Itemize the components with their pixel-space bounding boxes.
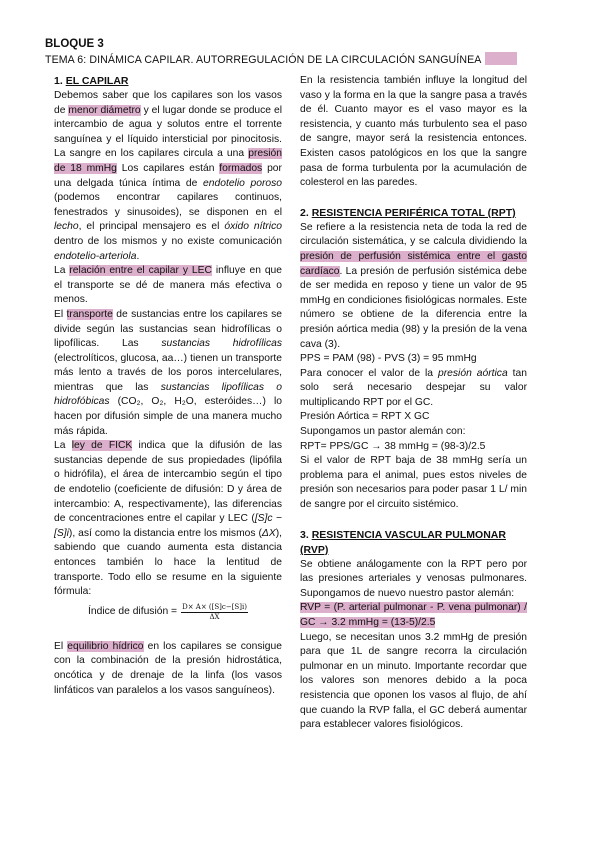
paragraph-fick: [54, 439, 282, 600]
text: por una delgada túnica íntima de: [54, 162, 282, 189]
text: Para conocer el valor de la: [300, 367, 434, 379]
text: El: [54, 640, 64, 652]
italic-text: endotelio-arteriola: [54, 250, 137, 262]
italic-text: presión aórtica: [438, 367, 508, 379]
highlight-rvp: RVP = (P. arterial pulmonar - P. vena pulmonar) / GC → 3.2 mmHg = (13-5)/2.5: [300, 602, 527, 628]
page-header: [45, 36, 560, 68]
formula-denominator: ΔX: [209, 612, 220, 621]
highlight-equilibrio: equilibrio hídrico: [67, 640, 144, 652]
section-3-title: [300, 528, 527, 558]
text: Debemos saber que los capilares son los vasos de: [54, 90, 282, 116]
equation-presion-aortica: Presión Aórtica = RPT X GC: [300, 411, 430, 423]
text: en los capilares se consigue con la combinación de la presión hidrostática, oncótica y de drenaje de la linfa (los vasos linfáticos van paralelos a los vasos sanguíneos).: [54, 640, 282, 696]
text: Los capilares están: [121, 162, 215, 174]
formula-label: Índice de difusión =: [88, 605, 178, 617]
italic-text: lecho: [54, 221, 79, 233]
highlight-formados: formados: [219, 162, 263, 174]
topic-title: [45, 52, 560, 68]
italic-text: sustancias lipofílicas o hidrofóbicas: [54, 381, 282, 408]
text: La: [54, 440, 66, 452]
formula-numerator: D× A× ([S]c−[S]i): [182, 602, 247, 611]
text: ), así como la distancia entre los mismos (: [68, 527, 262, 539]
text: . La presión de perfusión sistémica debe de ser medida en reposo y tiene un valor de 95 mmHg en condiciones fisiológicas normales. Este número se obtiene de la diferencia entre la presión aórtica media (98) y la presión de la vena cava (3).: [300, 265, 527, 350]
paragraph-rvp: Se obtiene análogamente con la RPT pero por las presiones arteriales y venosas pulmonares. Supongamos de nuevo nuestro pastor alemán:: [300, 558, 527, 599]
text: , el principal mensajero es el: [78, 221, 220, 233]
paragraph-rpt-problem: Si el valor de RPT baja de 38 mmHg sería un problema para el animal, pues estos niveles de presión son necesarios para poder pasar 1 L/ min de sangre por el circuito sistémico.: [300, 455, 527, 511]
paragraph-rpt: [300, 221, 527, 352]
italic-text: sustancias hidrofílicas: [161, 338, 282, 350]
text: y el lugar donde se produce el intercambio de agua y solutos entre el torrente sanguínea y el líquido intersticial por pinocitosis. La sangre en los capilares circula a una: [54, 104, 282, 160]
equation-pps: PPS = PAM (98) - PVS (3) = 95 mmHg: [300, 353, 477, 365]
formula-fraction: [181, 603, 248, 622]
section-2-title: [300, 206, 527, 221]
paragraph-transporte: [54, 308, 282, 439]
section-2-heading: RESISTENCIA PERIFÉRICA TOTAL (RPT): [311, 206, 516, 219]
italic-text: óxido nítrico: [224, 221, 282, 233]
italic-text: endotelio poroso: [203, 177, 282, 189]
block-title: BLOQUE 3: [45, 38, 104, 50]
text: ), sabiendo que cuando aumenta esta distancia entonces también lo hace la lentitud de transporte. Todo ello se resume en la siguiente fórmula:: [54, 527, 282, 598]
topic-title-text: TEMA 6: DINÁMICA CAPILAR. AUTORREGULACIÓN DE LA CIRCULACIÓN SANGUÍNEA: [45, 54, 482, 66]
highlight-presion: presión de 18 mmHg: [54, 148, 282, 174]
highlight-ley-fick: ley de FICK: [71, 440, 133, 452]
paragraph-presion-aortica: [300, 367, 527, 411]
highlight-marker: [485, 52, 517, 65]
paragraph-rvp-explanation: Luego, se necesitan unos 3.2 mmHg de presión para que 1L de sangre recorra la circulación pulmonar en un minuto. Importante recordar que los valores son menores debido a la poca resistencia que oponen los vasos al flujo, de ahí que cuando la RVP falla, el GC deberá aumentar para establecer valores fisiológicos.: [300, 631, 527, 731]
text: de sustancias entre los capilares se divide según las sustancias sean hidrofílicas o lipofílicas. Las: [54, 308, 282, 350]
text: tan solo será necesario despejar su valor multiplicando RPT por el GC.: [300, 367, 527, 408]
paragraph-relacion: [54, 264, 282, 308]
math-text: ΔX: [261, 527, 276, 539]
diffusion-formula: [54, 603, 282, 622]
paragraph-capillary: [54, 89, 282, 264]
text: .: [136, 250, 140, 262]
equation-rpt: RPT= PPS/GC → 38 mmHg = (98-3)/2.5: [300, 440, 486, 452]
text: La: [54, 265, 66, 277]
section-3-number: 3.: [300, 528, 309, 541]
equation-rvp: [300, 601, 527, 630]
section-1-number: 1.: [54, 75, 63, 87]
text: Se refiere a la resistencia neta de toda la red de circulación sistemática, y se calcula dividiendo la: [300, 221, 527, 248]
text: (electrolíticos, glucosa, aa…) tienen un transporte más lento a través de los poros intercelulares, mientras que las: [54, 352, 282, 393]
paragraph-resistencia: En la resistencia también influye la longitud del vaso y la forma en la que la sangre pasa a través de él. Cuanto mayor es el vaso mayor es la resistencia, y cuanto más turbulento sea el paso de sangre, mayor será la resistencia entonces. Existen casos patológicos en los que la sangre pasa de forma turbulenta por la acumulación de colesterol en las paredes.: [300, 75, 527, 189]
section-2-number: 2.: [300, 206, 309, 219]
left-column: [54, 74, 282, 698]
text: indica que la difusión de las sustancias depende de sus propiedades (lipófila o hidrófila), el área de intercambio según el tipo de endotelio (coeficiente de difusión: D y área de intercambio: A, respectivamente), las diferencias de concentraciones entre el capilar y LEC (: [54, 440, 282, 525]
highlight-transporte: transporte: [66, 308, 113, 320]
paragraph-equilibrio: [54, 640, 282, 698]
text: influye en que el transporte se dé de manera más efectiva o menos.: [54, 265, 282, 306]
math-text: [S]c − [S]i: [54, 513, 282, 539]
section-1-title: [54, 74, 282, 89]
text: (CO₂, O₂, H₂O, esteróides…) lo hacen por difusión simple de una manera mucho más rápida.: [54, 396, 282, 437]
highlight-menor-diametro: menor diámetro: [68, 104, 141, 116]
paragraph-supongamos: Supongamos un pastor alemán con:: [300, 426, 466, 438]
highlight-pps: presión de perfusión sistémica entre el gasto cardíaco: [300, 250, 527, 277]
highlight-relacion: relación entre el capilar y LEC: [69, 265, 212, 277]
section-3-heading: RESISTENCIA VASCULAR PULMONAR (RVP): [300, 528, 506, 556]
text: El: [54, 308, 64, 320]
section-1-heading: EL CAPILAR: [65, 75, 129, 87]
text: dentro de los mismos y no existe comunicación: [54, 235, 282, 247]
text: (podemos encontrar capilares continuos, fenestrados y sinusoides), se disponen en el: [54, 192, 282, 218]
right-column: [300, 74, 527, 733]
